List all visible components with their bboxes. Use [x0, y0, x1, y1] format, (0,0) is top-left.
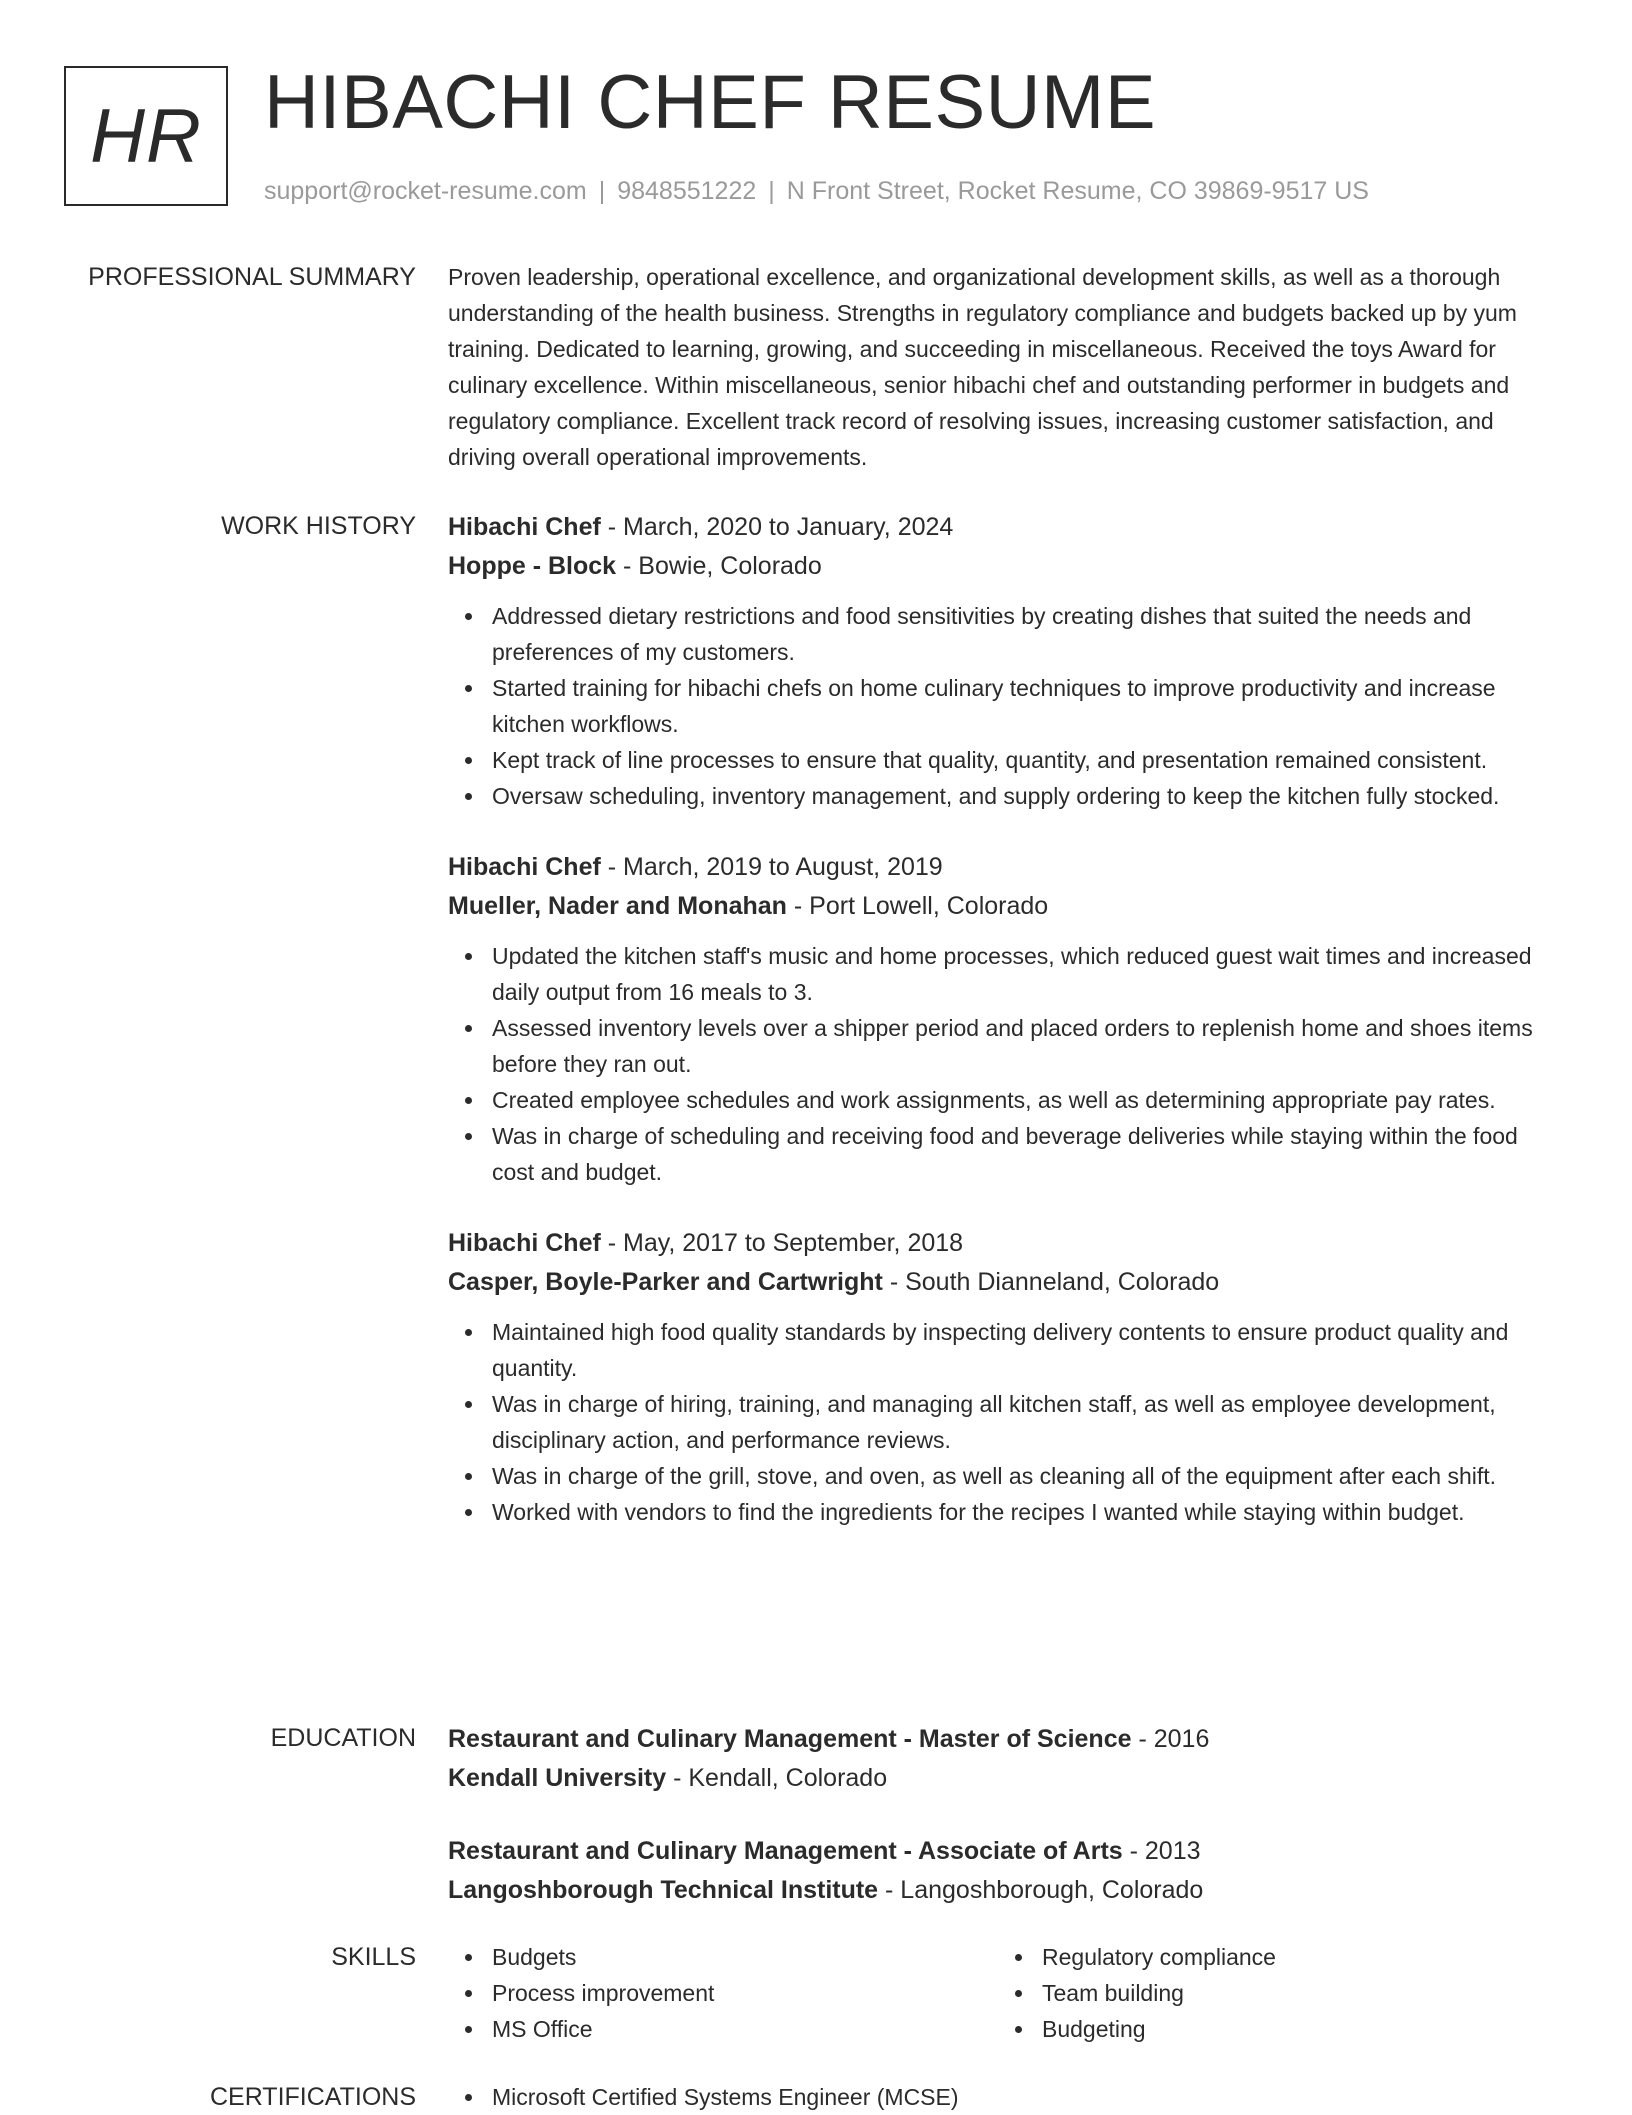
skill-item: Regulatory compliance — [1042, 1939, 1548, 1975]
school-location: - Langoshborough, Colorado — [878, 1876, 1204, 1904]
monogram-logo: HR — [64, 66, 228, 206]
job-title: Hibachi Chef — [448, 1229, 601, 1257]
page-title: HIBACHI CHEF RESUME — [264, 60, 1157, 145]
job-bullet: Created employee schedules and work assignments, as well as determining appropriate pay rates. — [492, 1082, 1564, 1118]
job-entry — [448, 508, 1564, 814]
contact-line — [264, 174, 1369, 208]
education-entry — [448, 1720, 1564, 1798]
education-entry — [448, 1832, 1564, 1910]
skill-item: Team building — [1042, 1975, 1548, 2011]
section-label-certifications: CERTIFICATIONS — [209, 2083, 416, 2111]
job-bullet: Was in charge of scheduling and receiving food and beverage deliveries while staying within the food cost and budget. — [492, 1118, 1564, 1190]
job-location: - Port Lowell, Colorado — [786, 892, 1049, 920]
section-label-summary: PROFESSIONAL SUMMARY — [88, 263, 416, 291]
school-name: Langoshborough Technical Institute — [448, 1876, 879, 1904]
summary-text: Proven leadership, operational excellence, and organizational development skills, as well as a thorough understanding of the health business. Strengths in regulatory compliance and budgets backed up by yum training. Dedicated to learning, growing, and succeeding in miscellaneous. Received the toys Award for culinary excellence. Within miscellaneous, senior hibachi chef and outstanding performer in budgets and regulatory compliance. Excellent track record of resolving issues, increasing customer satisfaction, and driving overall operational improvements. — [448, 264, 1517, 470]
certifications-body — [448, 2079, 1564, 2115]
certifications-list — [448, 2079, 1564, 2115]
contact-separator: | — [768, 177, 775, 205]
education-body — [448, 1720, 1564, 1944]
job-dates: - May, 2017 to September, 2018 — [600, 1229, 964, 1257]
job-dates: - March, 2020 to January, 2024 — [600, 513, 954, 541]
job-title: Hibachi Chef — [448, 513, 601, 541]
job-title-line — [448, 1224, 1564, 1263]
skill-item: Budgets — [492, 1939, 998, 1975]
school-line — [448, 1871, 1564, 1910]
job-entry — [448, 1224, 1564, 1530]
job-company: Hoppe - Block — [448, 552, 617, 580]
job-bullet: Addressed dietary restrictions and food sensitivities by creating dishes that suited the needs and preferences of my customers. — [492, 598, 1564, 670]
skill-item: Process improvement — [492, 1975, 998, 2011]
job-bullet: Kept track of line processes to ensure that quality, quantity, and presentation remained consistent. — [492, 742, 1564, 778]
skills-list — [448, 1939, 998, 2047]
job-company: Mueller, Nader and Monahan — [448, 892, 787, 920]
school-line — [448, 1759, 1564, 1798]
job-company-line — [448, 1263, 1564, 1302]
job-bullet: Started training for hibachi chefs on home culinary techniques to improve productivity and increase kitchen workflows. — [492, 670, 1564, 742]
job-bullet: Was in charge of hiring, training, and managing all kitchen staff, as well as employee development, disciplinary action, and performance reviews. — [492, 1386, 1564, 1458]
skills-column-right — [998, 1939, 1548, 2047]
job-entry — [448, 848, 1564, 1190]
job-bullet: Oversaw scheduling, inventory management, and supply ordering to keep the kitchen fully stocked. — [492, 778, 1564, 814]
degree-year: - 2016 — [1131, 1725, 1210, 1753]
job-company-line — [448, 887, 1564, 926]
contact-separator: | — [598, 177, 606, 205]
degree-line — [448, 1720, 1564, 1759]
job-location: - South Dianneland, Colorado — [882, 1268, 1220, 1296]
school-location: - Kendall, Colorado — [666, 1764, 888, 1792]
job-bullet: Worked with vendors to find the ingredients for the recipes I wanted while staying within budget. — [492, 1494, 1564, 1530]
certification-item: Microsoft Certified Systems Engineer (MCSE) — [492, 2079, 1564, 2115]
job-bullet: Maintained high food quality standards by inspecting delivery contents to ensure product quality and quantity. — [492, 1314, 1564, 1386]
job-company-line — [448, 547, 1564, 586]
degree-line — [448, 1832, 1564, 1871]
skills-grid — [448, 1939, 1564, 2047]
section-label-education: EDUCATION — [270, 1724, 416, 1752]
job-bullet: Updated the kitchen staff's music and home processes, which reduced guest wait times and increased daily output from 16 meals to 3. — [492, 938, 1564, 1010]
job-title: Hibachi Chef — [448, 853, 601, 881]
skills-column-left — [448, 1939, 998, 2047]
degree-year: - 2013 — [1122, 1837, 1201, 1865]
job-title-line — [448, 508, 1564, 547]
contact-phone: 9848551222 — [617, 177, 757, 205]
school-name: Kendall University — [448, 1764, 667, 1792]
section-label-work-history: WORK HISTORY — [221, 512, 416, 540]
work-history-body — [448, 508, 1564, 1564]
contact-address: N Front Street, Rocket Resume, CO 39869-9517 US — [786, 177, 1369, 205]
skill-item: MS Office — [492, 2011, 998, 2047]
job-company: Casper, Boyle-Parker and Cartwright — [448, 1268, 883, 1296]
skills-body — [448, 1939, 1564, 2047]
skill-item: Budgeting — [1042, 2011, 1548, 2047]
degree-name: Restaurant and Culinary Management - Associate of Arts — [448, 1837, 1123, 1865]
degree-name: Restaurant and Culinary Management - Master of Science — [448, 1725, 1132, 1753]
contact-email: support@rocket-resume.com — [264, 177, 587, 205]
summary-body — [448, 259, 1564, 475]
skills-list — [998, 1939, 1548, 2047]
job-bullets — [448, 938, 1564, 1190]
section-label-skills: SKILLS — [331, 1943, 416, 1971]
job-bullet: Was in charge of the grill, stove, and oven, as well as cleaning all of the equipment after each shift. — [492, 1458, 1564, 1494]
job-bullets — [448, 598, 1564, 814]
job-title-line — [448, 848, 1564, 887]
job-bullets — [448, 1314, 1564, 1530]
job-dates: - March, 2019 to August, 2019 — [600, 853, 943, 881]
job-location: - Bowie, Colorado — [616, 552, 822, 580]
job-bullet: Assessed inventory levels over a shipper period and placed orders to replenish home and shoes items before they ran out. — [492, 1010, 1564, 1082]
